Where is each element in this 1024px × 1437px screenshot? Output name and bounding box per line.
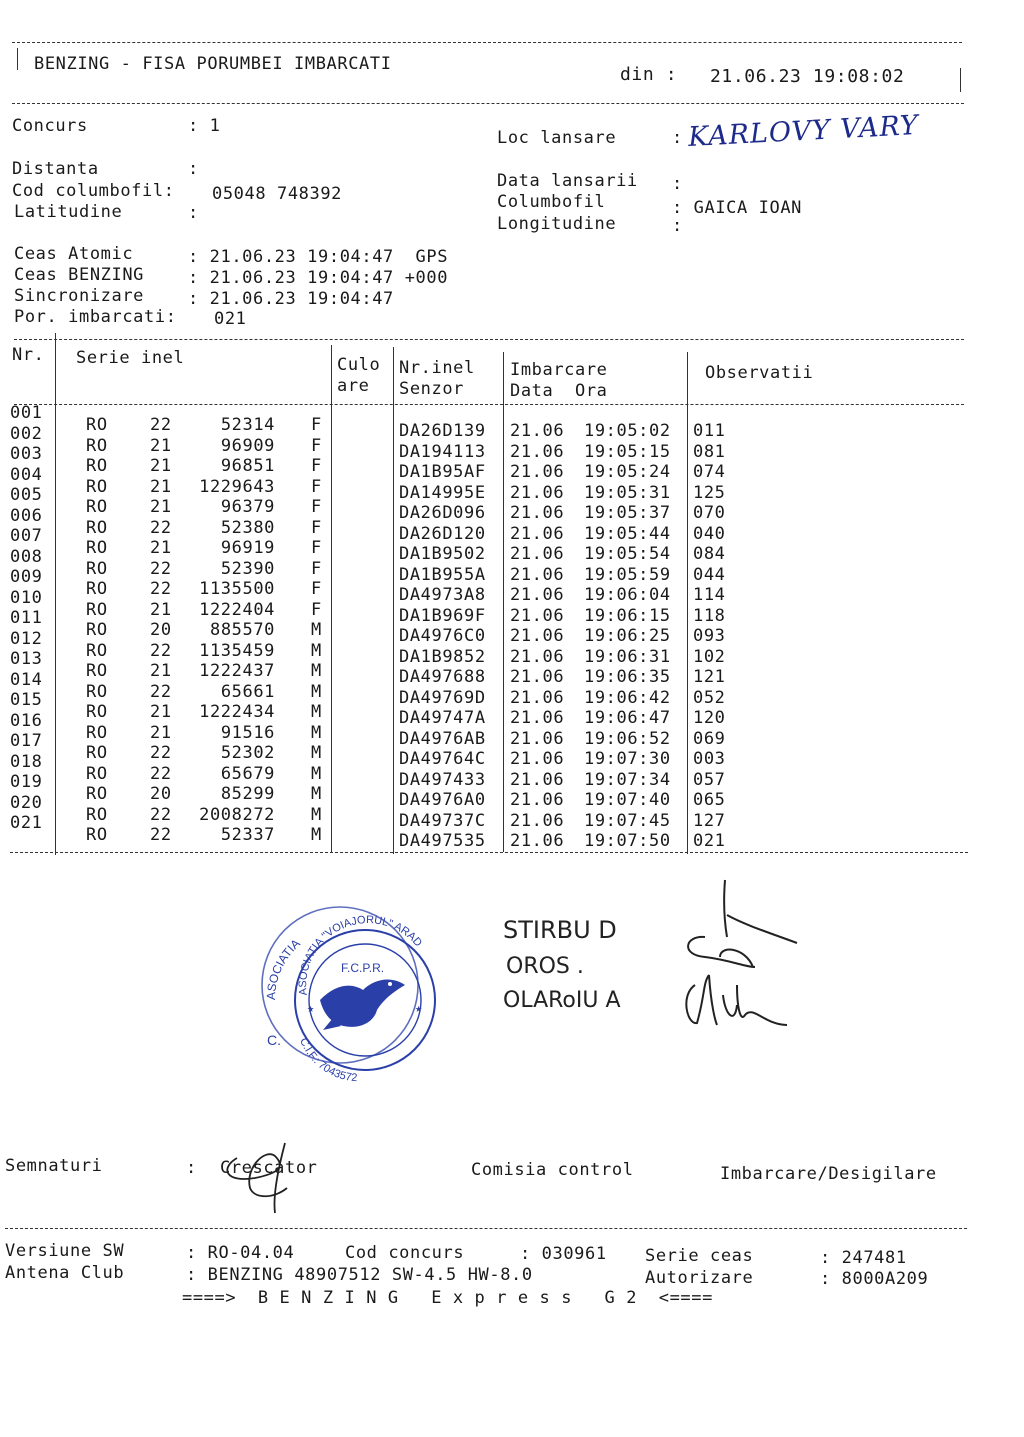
cell-nr: 015: [10, 690, 43, 710]
dove-icon: [320, 980, 405, 1030]
cod-concurs-value: : 030961: [520, 1244, 607, 1264]
loc-lansare-colon: :: [672, 128, 683, 148]
col-header-nr: Nr.: [12, 345, 45, 365]
cell-observatii: 114: [693, 585, 726, 605]
stamp-star-right-icon: ★: [415, 1001, 423, 1015]
table-bottom-rule: [10, 852, 968, 853]
cell-sex: F: [311, 456, 322, 476]
cell-year: 21: [150, 702, 172, 722]
cell-country: RO: [86, 599, 108, 620]
cod-concurs-label: Cod concurs: [345, 1243, 465, 1263]
cell-observatii: 093: [693, 626, 726, 646]
ceas-atomic-label: Ceas Atomic: [14, 244, 134, 264]
cell-date: 21.06: [510, 564, 565, 585]
cell-ring-number: 96851: [220, 456, 275, 476]
cell-observatii: 044: [693, 564, 726, 585]
cell-nr: 008: [10, 546, 43, 567]
cell-observatii: 069: [693, 728, 726, 749]
cell-year: 20: [150, 784, 172, 804]
cell-sensor: DA4973A8: [399, 585, 486, 605]
cell-nr: 012: [10, 628, 43, 649]
cell-observatii: 127: [693, 810, 726, 831]
stamp-outer-c: C.: [267, 1032, 281, 1048]
col-header-nrinel-2: Senzor: [399, 379, 465, 399]
cell-date: 21.06: [510, 462, 565, 482]
cell-time: 19:06:42: [584, 687, 671, 708]
cell-date: 21.06: [510, 728, 565, 749]
cell-sensor: DA14995E: [399, 482, 486, 503]
cell-sensor: DA4976AB: [399, 728, 486, 749]
cell-nr: 011: [10, 608, 43, 628]
cell-observatii: 118: [693, 605, 726, 626]
cell-year: 22: [150, 517, 172, 538]
cell-date: 21.06: [510, 708, 565, 728]
cell-observatii: 125: [693, 482, 726, 503]
cell-country: RO: [86, 620, 108, 640]
cell-year: 21: [150, 456, 172, 476]
cell-sex: F: [311, 538, 322, 558]
header-right-bar: [960, 68, 961, 92]
distanta-value: :: [188, 159, 199, 179]
cell-time: 19:06:31: [584, 646, 671, 667]
cell-observatii: 081: [693, 441, 726, 462]
cell-ring-number: 65679: [220, 763, 275, 784]
cell-sex: F: [311, 415, 322, 435]
cell-ring-number: 96379: [220, 497, 275, 517]
longitudine-label: Longitudine: [497, 214, 617, 234]
cell-date: 21.06: [510, 667, 565, 687]
semnaturi-label: Semnaturi: [5, 1156, 103, 1176]
cell-time: 19:05:31: [584, 482, 671, 503]
antena-club-label: Antena Club: [5, 1263, 125, 1283]
cell-sensor: DA4976C0: [399, 626, 486, 646]
cell-sex: M: [311, 681, 322, 702]
comisia-control-label: Comisia control: [471, 1160, 634, 1180]
table-row: [0, 810, 1024, 851]
cell-observatii: 040: [693, 523, 726, 544]
longitudine-value: :: [672, 216, 683, 236]
columbofil-label: Columbofil: [497, 192, 606, 212]
cell-year: 22: [150, 681, 172, 702]
cell-date: 21.06: [510, 441, 565, 462]
columbofil-value: : GAICA IOAN: [672, 198, 803, 218]
cell-country: RO: [86, 435, 108, 456]
cell-observatii: 084: [693, 544, 726, 564]
cell-year: 22: [150, 825, 172, 845]
stamp-outer-text: ASOCIATIA: [263, 936, 303, 1001]
cell-year: 22: [150, 743, 172, 763]
stamp-inner-top: ASOCIATIA "VOIAJORUL" ARAD: [297, 914, 425, 997]
col-header-culoare-1: Culo: [337, 355, 381, 375]
cell-year: 22: [150, 763, 172, 784]
cell-ring-number: 52314: [220, 415, 275, 435]
stamp-star-left-icon: ★: [307, 1001, 315, 1015]
latitudine-value: :: [188, 203, 199, 223]
versiune-sw-label: Versiune SW: [5, 1241, 125, 1261]
semnaturi-colon: :: [186, 1158, 197, 1178]
col-header-culoare-2: are: [337, 376, 370, 396]
cell-country: RO: [86, 640, 108, 661]
cell-sensor: DA194113: [399, 441, 486, 462]
data-lansarii-value: :: [672, 174, 683, 194]
cell-ring-number: 885570: [209, 620, 275, 640]
handwritten-name-3: OLARoIU A: [503, 988, 621, 1013]
header-bottom-rule: [12, 103, 964, 104]
cell-time: 19:05:59: [584, 564, 671, 585]
cell-time: 19:06:47: [584, 708, 671, 728]
cell-country: RO: [86, 476, 108, 497]
handwritten-name-1: STIRBU D: [503, 916, 617, 944]
cell-year: 21: [150, 497, 172, 517]
cell-time: 19:05:37: [584, 503, 671, 523]
cell-observatii: 065: [693, 790, 726, 810]
cell-time: 19:07:40: [584, 790, 671, 810]
cell-time: 19:05:54: [584, 544, 671, 564]
cell-year: 22: [150, 558, 172, 579]
cell-country: RO: [86, 661, 108, 681]
cell-ring-number: 52380: [220, 517, 275, 538]
handwritten-name-2: OROS .: [506, 954, 584, 979]
cod-columbofil-value: 05048 748392: [212, 184, 343, 204]
table-top-rule: [14, 339, 964, 340]
cell-ring-number: 96909: [220, 435, 275, 456]
cell-sex: M: [311, 784, 322, 804]
cell-sensor: DA1B9852: [399, 646, 486, 667]
sincronizare-value: : 21.06.23 19:04:47: [188, 289, 394, 309]
cell-country: RO: [86, 722, 108, 743]
cell-time: 19:07:30: [584, 749, 671, 769]
distanta-label: Distanta: [12, 159, 99, 179]
cell-date: 21.06: [510, 605, 565, 626]
col-header-nrinel-1: Nr.inel: [399, 358, 475, 378]
cell-sex: M: [311, 825, 322, 845]
cell-date: 21.06: [510, 790, 565, 810]
cell-year: 22: [150, 804, 172, 825]
association-stamp: [245, 900, 445, 1090]
cell-time: 19:07:34: [584, 769, 671, 790]
cell-year: 21: [150, 661, 172, 681]
cell-observatii: 021: [693, 831, 726, 851]
cell-sensor: DA497688: [399, 667, 486, 687]
cell-ring-number: 52337: [220, 825, 275, 845]
cell-ring-number: 85299: [220, 784, 275, 804]
serie-ceas-label: Serie ceas: [645, 1246, 754, 1266]
cell-ring-number: 2008272: [199, 804, 275, 825]
cell-sex: M: [311, 702, 322, 722]
cell-year: 21: [150, 538, 172, 558]
cell-sensor: DA26D096: [399, 503, 486, 523]
cell-country: RO: [86, 456, 108, 476]
header-left-bar: [17, 48, 18, 70]
cell-country: RO: [86, 538, 108, 558]
cell-time: 19:06:25: [584, 626, 671, 646]
cell-year: 21: [150, 476, 172, 497]
cell-sex: F: [311, 435, 322, 456]
cell-date: 21.06: [510, 585, 565, 605]
cell-nr: 009: [10, 567, 43, 587]
cell-date: 21.06: [510, 503, 565, 523]
cell-sex: F: [311, 497, 322, 517]
sincronizare-label: Sincronizare: [14, 286, 145, 306]
cell-sensor: DA49769D: [399, 687, 486, 708]
cell-nr: 010: [10, 587, 43, 608]
cell-date: 21.06: [510, 544, 565, 564]
cell-sensor: DA1B9502: [399, 544, 486, 564]
cell-date: 21.06: [510, 769, 565, 790]
cell-ring-number: 52390: [220, 558, 275, 579]
col-header-serie: Serie inel: [76, 348, 185, 368]
latitudine-label: Latitudine: [14, 202, 123, 222]
cell-nr: 020: [10, 792, 43, 813]
cell-time: 19:06:15: [584, 605, 671, 626]
cell-nr: 002: [10, 423, 43, 444]
cell-country: RO: [86, 763, 108, 784]
cell-nr: 001: [10, 403, 43, 423]
loc-lansare-label: Loc lansare: [497, 128, 617, 148]
cell-nr: 003: [10, 444, 43, 464]
cell-country: RO: [86, 517, 108, 538]
cell-year: 22: [150, 579, 172, 599]
cell-observatii: 003: [693, 749, 726, 769]
crescator-signature: [215, 1138, 315, 1218]
print-date-value: 21.06.23 19:08:02: [710, 66, 905, 87]
cell-time: 19:06:35: [584, 667, 671, 687]
cell-ring-number: 96919: [220, 538, 275, 558]
ceas-benzing-value: : 21.06.23 19:04:47 +000: [188, 268, 449, 288]
cell-nr: 004: [10, 464, 43, 485]
cell-country: RO: [86, 743, 108, 763]
cell-sensor: DA497535: [399, 831, 486, 851]
concurs-value: : 1: [188, 116, 221, 136]
loc-lansare-handwritten: KARLOVY VARY: [687, 109, 920, 154]
cell-date: 21.06: [510, 749, 565, 769]
cell-country: RO: [86, 702, 108, 722]
ceas-atomic-value: : 21.06.23 19:04:47 GPS: [188, 247, 449, 267]
cell-ring-number: 52302: [220, 743, 275, 763]
cell-nr: 006: [10, 505, 43, 526]
cell-sensor: DA49764C: [399, 749, 486, 769]
cell-time: 19:05:02: [584, 421, 671, 441]
cell-sex: M: [311, 763, 322, 784]
cell-ring-number: 1135500: [199, 579, 275, 599]
cell-observatii: 102: [693, 646, 726, 667]
cell-date: 21.06: [510, 421, 565, 441]
cell-date: 21.06: [510, 523, 565, 544]
cell-date: 21.06: [510, 831, 565, 851]
cell-date: 21.06: [510, 646, 565, 667]
cell-sex: M: [311, 640, 322, 661]
antena-club-value: : BENZING 48907512 SW-4.5 HW-8.0: [186, 1265, 533, 1285]
cell-sex: M: [311, 620, 322, 640]
cell-sensor: DA26D120: [399, 523, 486, 544]
cell-nr: 016: [10, 710, 43, 731]
cell-sensor: DA49747A: [399, 708, 486, 728]
cell-nr: 019: [10, 772, 43, 792]
cell-sensor: DA4976A0: [399, 790, 486, 810]
cell-time: 19:05:24: [584, 462, 671, 482]
cell-time: 19:06:04: [584, 585, 671, 605]
cell-sex: M: [311, 743, 322, 763]
ceas-benzing-label: Ceas BENZING: [14, 265, 145, 285]
cell-date: 21.06: [510, 687, 565, 708]
cell-ring-number: 1222404: [199, 599, 275, 620]
concurs-label: Concurs: [12, 116, 88, 136]
cell-nr: 014: [10, 669, 43, 690]
autorizare-label: Autorizare: [645, 1268, 754, 1288]
cell-country: RO: [86, 681, 108, 702]
cell-year: 22: [150, 415, 172, 435]
cell-nr: 013: [10, 649, 43, 669]
footer-top-rule: [5, 1228, 967, 1229]
data-lansarii-label: Data lansarii: [497, 171, 638, 191]
cell-observatii: 120: [693, 708, 726, 728]
cell-year: 21: [150, 599, 172, 620]
cell-observatii: 070: [693, 503, 726, 523]
header-top-rule: [12, 42, 962, 43]
cell-country: RO: [86, 784, 108, 804]
versiune-sw-value: : RO-04.04: [186, 1243, 295, 1263]
crescator-label: Crescator: [220, 1158, 318, 1178]
cell-nr: 021: [10, 813, 43, 833]
autorizare-value: : 8000A209: [820, 1269, 929, 1289]
cell-observatii: 121: [693, 667, 726, 687]
cell-country: RO: [86, 558, 108, 579]
cell-nr: 017: [10, 731, 43, 751]
cell-observatii: 052: [693, 687, 726, 708]
cell-ring-number: 1135459: [199, 640, 275, 661]
cell-sensor: DA497433: [399, 769, 486, 790]
cell-ring-number: 91516: [220, 722, 275, 743]
cell-sensor: DA1B955A: [399, 564, 486, 585]
cell-time: 19:05:44: [584, 523, 671, 544]
cell-sensor: DA1B95AF: [399, 462, 486, 482]
cell-sex: F: [311, 476, 322, 497]
print-date-label: din :: [620, 64, 678, 85]
cell-nr: 007: [10, 526, 43, 546]
cell-ring-number: 1222434: [199, 702, 275, 722]
cell-sex: F: [311, 599, 322, 620]
cell-sensor: DA1B969F: [399, 605, 486, 626]
cell-year: 21: [150, 722, 172, 743]
cell-nr: 018: [10, 751, 43, 772]
cell-sex: M: [311, 722, 322, 743]
cell-sex: F: [311, 558, 322, 579]
cell-year: 21: [150, 435, 172, 456]
cod-columbofil-label: Cod columbofil:: [12, 181, 175, 201]
cell-ring-number: 65661: [220, 681, 275, 702]
cell-country: RO: [86, 415, 108, 435]
col-header-observatii: Observatii: [705, 363, 814, 383]
cell-date: 21.06: [510, 626, 565, 646]
cell-country: RO: [86, 579, 108, 599]
cell-country: RO: [86, 497, 108, 517]
document-title: BENZING - FISA PORUMBEI IMBARCATI: [34, 54, 392, 74]
col-header-imbarcare-1: Imbarcare: [510, 360, 608, 380]
cell-ring-number: 1222437: [199, 661, 275, 681]
cell-sensor: DA49737C: [399, 810, 486, 831]
col-header-imbarcare-2: Data Ora: [510, 381, 608, 401]
cell-time: 19:07:45: [584, 810, 671, 831]
commission-signatures: [675, 875, 805, 1035]
cell-sex: M: [311, 804, 322, 825]
serie-ceas-value: : 247481: [820, 1248, 907, 1268]
cell-sex: F: [311, 579, 322, 599]
cell-observatii: 057: [693, 769, 726, 790]
cell-country: RO: [86, 825, 108, 845]
cell-time: 19:05:15: [584, 441, 671, 462]
cell-year: 22: [150, 640, 172, 661]
cell-date: 21.06: [510, 810, 565, 831]
cell-nr: 005: [10, 485, 43, 505]
imbarcare-desigilare-label: Imbarcare/Desigilare: [720, 1164, 937, 1184]
cell-sex: M: [311, 661, 322, 681]
cell-country: RO: [86, 804, 108, 825]
benzing-express-brand: ====> B E N Z I N G E x p r e s s G 2 <====: [182, 1288, 713, 1308]
porumbei-imbarcati-value: 021: [214, 309, 247, 329]
cell-ring-number: 1229643: [199, 476, 275, 497]
cell-observatii: 011: [693, 421, 726, 441]
cell-time: 19:06:52: [584, 728, 671, 749]
cell-time: 19:07:50: [584, 831, 671, 851]
cell-sex: F: [311, 517, 322, 538]
cell-year: 20: [150, 620, 172, 640]
porumbei-imbarcati-label: Por. imbarcati:: [14, 307, 177, 327]
stamp-fcpr: F.C.P.R.: [341, 961, 385, 975]
cell-date: 21.06: [510, 482, 565, 503]
cell-sensor: DA26D139: [399, 421, 486, 441]
cell-observatii: 074: [693, 462, 726, 482]
stamp-cif: C.I.F.: 7043572: [297, 1036, 358, 1085]
